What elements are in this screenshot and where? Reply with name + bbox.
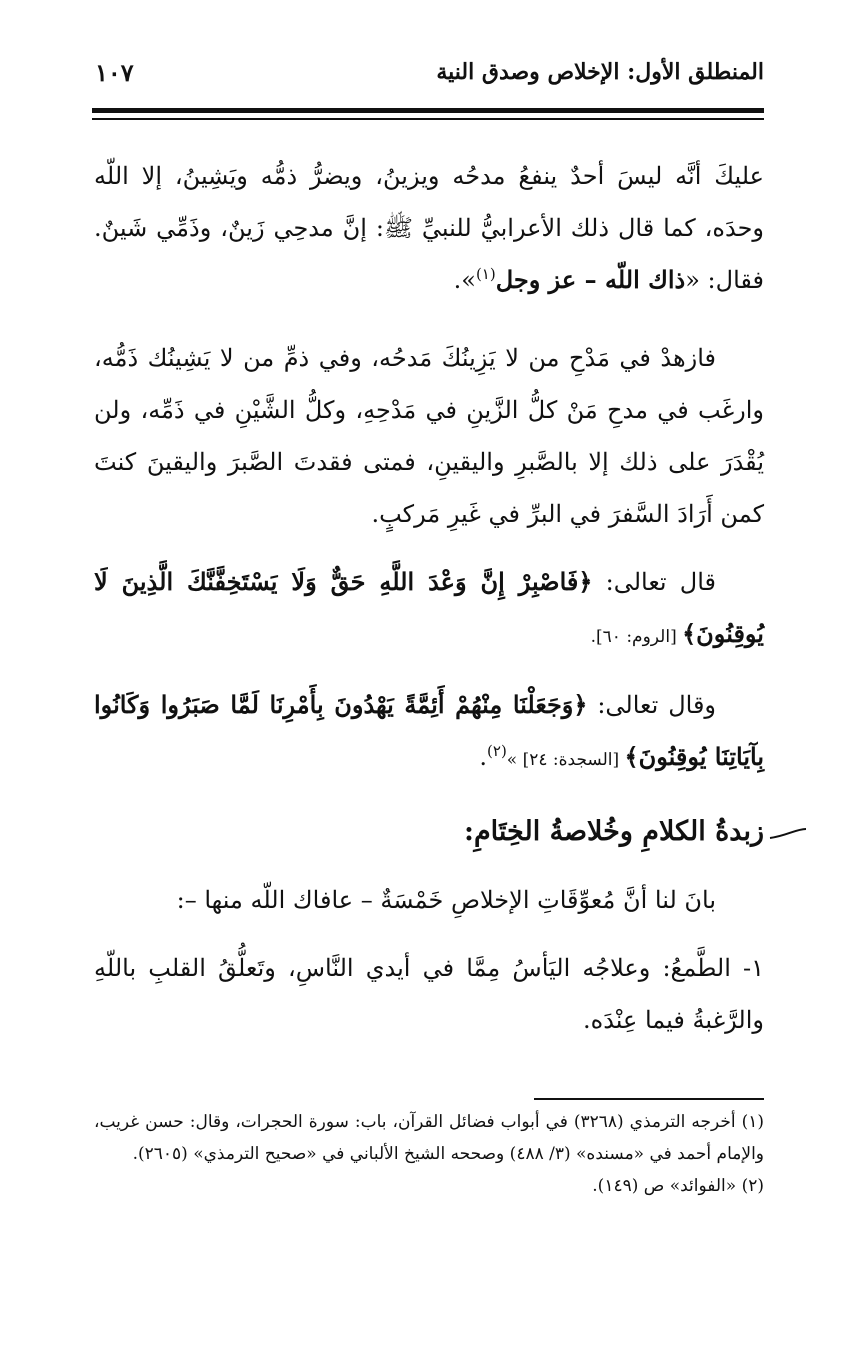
- list-item-greed: ١- الطَّمعُ: وعلاجُه اليَأسُ مِمَّا في أيدي النَّاسِ، وتَعلُّقُ القلبِ باللّهِ والرَّغبةُ فيما عِنْدَه.: [94, 954, 764, 1034]
- quran-verse: ﴿وَجَعَلْنَا مِنْهُمْ أَئِمَّةً يَهْدُونَ بِأَمْرِنَا لَمَّا صَبَرُوا وَكَانُوا بِآيَاتِنَا يُوقِنُونَ﴾: [94, 690, 764, 771]
- bold-phrase: ذاك اللّه – عز وجل: [495, 265, 686, 294]
- running-header: [95, 52, 764, 92]
- quote-close: ».: [453, 266, 476, 294]
- header-rule-thin: [92, 118, 764, 120]
- footnote-1: (١) أخرجه الترمذي (٣٢٦٨) في أبواب فضائل القرآن، باب: سورة الحجرات، وقال: حسن غريب، والإمام أحمد في «مسنده» (٣/ ٤٨٨) وصححه الشيخ الألباني في «صحيح الترمذي» (٢٦٠٥).: [94, 1112, 765, 1164]
- paragraph-obstacles-intro: بانَ لنا أنَّ مُعوِّقَاتِ الإخلاصِ خَمْسَةٌ – عافاك اللّه منها –:: [176, 886, 716, 914]
- text-line: [454, 266, 764, 294]
- footnotes: [94, 1106, 764, 1202]
- title-swash-ornament: [768, 826, 808, 840]
- verse-citation: [السجدة: ٢٤] »: [506, 750, 625, 770]
- footnote-ref-2: (٢): [487, 742, 507, 760]
- paragraph-verse-sajda: [94, 679, 764, 786]
- footnote-ref-1: (١): [475, 265, 496, 283]
- section-title: [94, 806, 764, 858]
- text-line: عليكَ أنَّه ليسَ أحدٌ ينفعُ مدحُه ويزينُ، ويضرُّ ذمُّه ويَشِينُ، إلا اللّه: [94, 162, 765, 190]
- verse-intro: قال تعالى:: [592, 568, 716, 596]
- paragraph-zuhd: فازهدْ في مَدْحِ من لا يَزِينُكَ مَدحُه، وفي ذمِّ من لا يَشِينُك ذَمُّه، وارغَب في مدحِ مَنْ كلُّ الزَّينِ في مَدْحِهِ، وكلُّ الشَّيْنِ في ذَمِّه، ولن يُقْدَرَ على ذلك إلا بالصَّبرِ واليقينِ، فمتى فقدتَ الصَّبرَ واليقينَ كنتَ كمن أَرَادَ السَّفرَ في البرِّ في غَيرِ مَركبٍ.: [94, 344, 764, 528]
- period: .: [479, 743, 488, 771]
- chapter-title: المنطلق الأول: الإخلاص وصدق النية: [436, 59, 764, 85]
- quote-open: فقال: «: [685, 266, 764, 294]
- text-line: وحدَه، كما قال ذلك الأعرابيُّ للنبيِّ ﷺ: إنَّ مدحِي زَينٌ، وذَمِّي شَينٌ.: [94, 214, 764, 242]
- verse-citation: [الروم: ٦٠].: [590, 627, 683, 647]
- page-number: ١٠٧: [95, 57, 134, 87]
- quran-verse: ﴿فَاصْبِرْ إِنَّ وَعْدَ اللَّهِ حَقٌّ وَلَا يَسْتَخِفَّنَّكَ الَّذِينَ لَا يُوقِنُونَ﴾: [94, 567, 764, 648]
- footnote-rule: [534, 1098, 764, 1100]
- paragraph-verse-rum: [94, 556, 764, 663]
- header-rule-thick: [92, 108, 764, 113]
- section-title-text: زبدةُ الكلامِ وخُلاصةُ الخِتَامِ:: [464, 816, 764, 847]
- main-text: [94, 150, 764, 1046]
- verse-intro: وقال تعالى:: [587, 691, 717, 719]
- footnote-2: (٢) «الفوائد» ص (١٤٩).: [592, 1176, 764, 1196]
- paragraph-continued: [94, 150, 764, 306]
